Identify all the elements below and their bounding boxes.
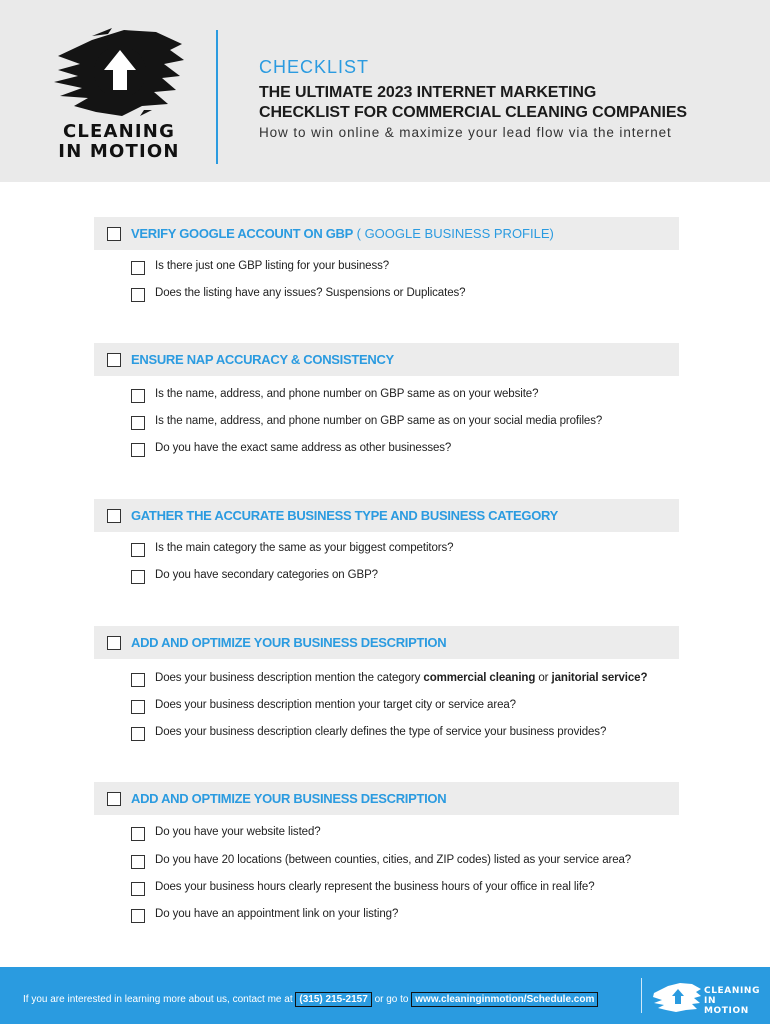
item-text: Does your business description mention the category commercial cleaning or janitorial service? — [155, 672, 648, 684]
section-header — [94, 343, 679, 376]
checkbox-icon[interactable] — [107, 227, 121, 241]
arrow-up-brush-logo-icon — [52, 26, 186, 118]
checkbox-icon[interactable] — [107, 509, 121, 523]
checkbox-icon[interactable] — [131, 882, 145, 896]
checkbox-icon[interactable] — [131, 443, 145, 457]
phone-link[interactable]: (315) 215-2157 — [295, 992, 371, 1007]
footer-divider — [641, 978, 642, 1013]
item-text: Is the name, address, and phone number on GBP same as on your social media profiles? — [155, 415, 603, 427]
item-text: Does the listing have any issues? Suspensions or Duplicates? — [155, 287, 466, 299]
checkbox-icon[interactable] — [131, 855, 145, 869]
checkbox-icon[interactable] — [131, 261, 145, 275]
item-text: Do you have an appointment link on your listing? — [155, 908, 399, 920]
checklist-kicker: CHECKLIST — [259, 57, 370, 77]
checkbox-icon[interactable] — [131, 543, 145, 557]
logo-wordmark: CLEANING IN MOTION — [58, 121, 180, 162]
checkbox-icon[interactable] — [131, 827, 145, 841]
section-title: ENSURE NAP ACCURACY & CONSISTENCY — [131, 352, 394, 367]
footer-logo-wordmark: CLEANING IN MOTION — [704, 986, 761, 1016]
item-text: Do you have your website listed? — [155, 826, 321, 838]
arrow-up-brush-logo-icon — [652, 981, 702, 1013]
item-text: Is there just one GBP listing for your business? — [155, 260, 390, 272]
page-subtitle: How to win online & maximize your lead flow via the internet — [259, 125, 672, 140]
item-text: Is the name, address, and phone number on GBP same as on your website? — [155, 388, 539, 400]
title-line-2: CHECKLIST FOR COMMERCIAL CLEANING COMPANIES — [259, 104, 687, 121]
checkbox-icon[interactable] — [131, 909, 145, 923]
section-header — [94, 217, 679, 250]
section-title: VERIFY GOOGLE ACCOUNT ON GBP ( GOOGLE BUSINESS PROFILE) — [131, 226, 554, 241]
item-text: Do you have secondary categories on GBP? — [155, 569, 378, 581]
schedule-link[interactable]: www.cleaninginmotion/Schedule.com — [411, 992, 598, 1007]
item-text: Does your business description clearly defines the type of service your business provides? — [155, 726, 607, 738]
checkbox-icon[interactable] — [131, 700, 145, 714]
checkbox-icon[interactable] — [107, 792, 121, 806]
footer-contact: If you are interested in learning more about us, contact me at (315) 215-2157 or go to www.cleaninginmotion/Schedule.com — [23, 992, 598, 1007]
footer-logo — [652, 981, 762, 1016]
checkbox-icon[interactable] — [107, 636, 121, 650]
footer — [0, 967, 770, 1024]
checkbox-icon[interactable] — [131, 570, 145, 584]
section-header — [94, 499, 679, 532]
checkbox-icon[interactable] — [131, 673, 145, 687]
section-title: GATHER THE ACCURATE BUSINESS TYPE AND BUSINESS CATEGORY — [131, 508, 558, 523]
item-text: Do you have the exact same address as other businesses? — [155, 442, 452, 454]
checkbox-icon[interactable] — [131, 416, 145, 430]
logo — [48, 26, 190, 166]
page-title — [259, 83, 687, 123]
item-text: Does your business description mention your target city or service area? — [155, 699, 516, 711]
checkbox-icon[interactable] — [131, 389, 145, 403]
section-header — [94, 626, 679, 659]
checkbox-icon[interactable] — [107, 353, 121, 367]
section-title: ADD AND OPTIMIZE YOUR BUSINESS DESCRIPTION — [131, 635, 447, 650]
header — [0, 0, 770, 182]
item-text: Do you have 20 locations (between counties, cities, and ZIP codes) listed as your service area? — [155, 854, 632, 866]
title-line-1: THE ULTIMATE 2023 INTERNET MARKETING — [259, 84, 597, 101]
item-text: Does your business hours clearly represent the business hours of your office in real life? — [155, 881, 595, 893]
section-title: ADD AND OPTIMIZE YOUR BUSINESS DESCRIPTION — [131, 791, 447, 806]
checkbox-icon[interactable] — [131, 288, 145, 302]
header-divider — [216, 30, 218, 164]
section-header — [94, 782, 679, 815]
item-text: Is the main category the same as your biggest competitors? — [155, 542, 454, 554]
checkbox-icon[interactable] — [131, 727, 145, 741]
